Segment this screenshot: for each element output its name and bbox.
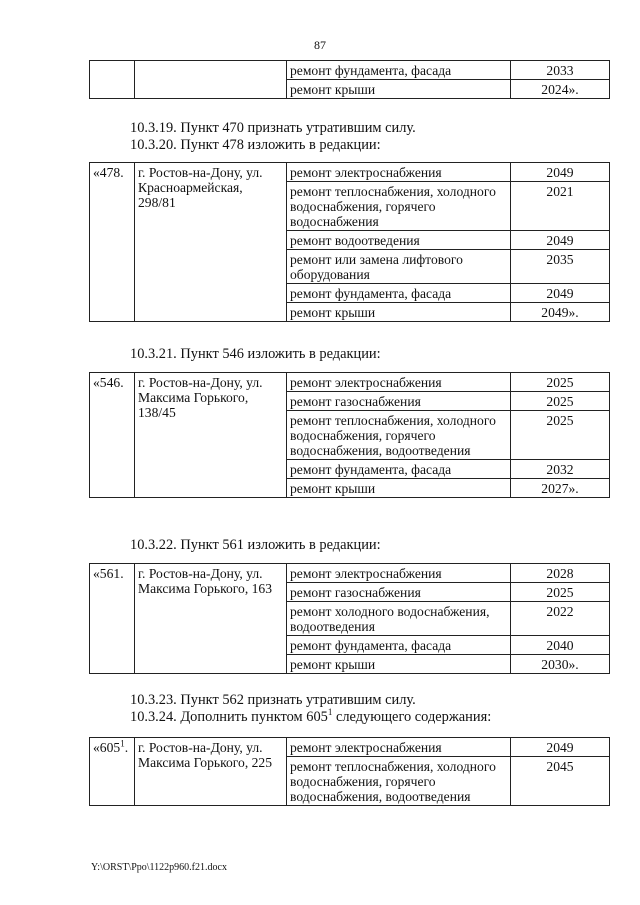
- table-item-605-1: [89, 737, 610, 806]
- item-number-cell: [90, 61, 135, 99]
- year-cell: 2025: [511, 411, 610, 460]
- work-cell: ремонт крыши: [287, 655, 511, 674]
- year-cell: 2032: [511, 460, 610, 479]
- year-cell: 2025: [511, 583, 610, 602]
- table-row: [90, 373, 610, 392]
- year-cell: 2027».: [511, 479, 610, 498]
- paragraph-10-3-19: 10.3.19. Пункт 470 признать утратившим силу.: [130, 120, 416, 136]
- work-cell: ремонт крыши: [287, 479, 511, 498]
- work-cell: ремонт холодного водоснабжения, водоотведения: [287, 602, 511, 636]
- superscript: 1: [327, 707, 333, 718]
- footer-file-path: Y:\ORST\Ppo\1122p960.f21.docx: [91, 862, 227, 873]
- work-cell: ремонт газоснабжения: [287, 392, 511, 411]
- paragraph-10-3-24-tail: следующего содержания:: [332, 709, 492, 725]
- paragraph-10-3-24: [130, 709, 491, 725]
- work-cell: ремонт фундамента, фасада: [287, 636, 511, 655]
- year-cell: 2035: [511, 250, 610, 284]
- page-number: 87: [314, 38, 326, 52]
- work-cell: ремонт электроснабжения: [287, 163, 511, 182]
- table-continuation: [89, 60, 610, 99]
- table-row: [90, 61, 610, 80]
- item-number: «561.: [90, 564, 135, 674]
- paragraph-10-3-20: 10.3.20. Пункт 478 изложить в редакции:: [130, 137, 381, 153]
- work-cell: ремонт электроснабжения: [287, 564, 511, 583]
- address-cell: [135, 61, 287, 99]
- item-number: [90, 738, 135, 806]
- paragraph-10-3-21: 10.3.21. Пункт 546 изложить в редакции:: [130, 346, 381, 362]
- year-cell: 2028: [511, 564, 610, 583]
- item-number: «546.: [90, 373, 135, 498]
- work-cell: ремонт или замена лифтового оборудования: [287, 250, 511, 284]
- item-address: г. Ростов-на-Дону, ул. Максима Горького, 225: [135, 738, 287, 806]
- year-cell: 2049: [511, 284, 610, 303]
- year-cell: 2049: [511, 738, 610, 757]
- item-address: г. Ростов-на-Дону, ул. Максима Горького, 163: [135, 564, 287, 674]
- year-cell: 2025: [511, 392, 610, 411]
- work-cell: ремонт теплоснабжения, холодного водоснабжения, горячего водоснабжения: [287, 182, 511, 231]
- item-address: г. Ростов-на-Дону, ул. Максима Горького, 138/45: [135, 373, 287, 498]
- paragraph-10-3-23: 10.3.23. Пункт 562 признать утратившим силу.: [130, 692, 416, 708]
- paragraph-10-3-24-text: 10.3.24. Дополнить пунктом 605: [130, 709, 328, 725]
- work-cell: ремонт электроснабжения: [287, 738, 511, 757]
- table-item-561: [89, 563, 610, 674]
- year-cell: 2040: [511, 636, 610, 655]
- work-cell: ремонт газоснабжения: [287, 583, 511, 602]
- work-cell: ремонт крыши: [287, 80, 511, 99]
- table-item-478: [89, 162, 610, 322]
- work-cell: ремонт фундамента, фасада: [287, 61, 511, 80]
- year-cell: 2049: [511, 163, 610, 182]
- year-cell: 2030».: [511, 655, 610, 674]
- year-cell: 2025: [511, 373, 610, 392]
- item-number: «478.: [90, 163, 135, 322]
- item-number-text: «605: [93, 740, 121, 755]
- year-cell: 2021: [511, 182, 610, 231]
- work-cell: ремонт электроснабжения: [287, 373, 511, 392]
- work-cell: ремонт фундамента, фасада: [287, 460, 511, 479]
- work-cell: ремонт водоотведения: [287, 231, 511, 250]
- work-cell: ремонт фундамента, фасада: [287, 284, 511, 303]
- table-row: [90, 163, 610, 182]
- year-cell: 2049: [511, 231, 610, 250]
- table-row: [90, 564, 610, 583]
- item-number-tail: .: [124, 740, 129, 755]
- work-cell: ремонт теплоснабжения, холодного водоснабжения, горячего водоснабжения, водоотведения: [287, 757, 511, 806]
- year-cell: 2049».: [511, 303, 610, 322]
- table-row: [90, 738, 610, 757]
- paragraph-10-3-22: 10.3.22. Пункт 561 изложить в редакции:: [130, 537, 381, 553]
- item-address: г. Ростов-на-Дону, ул. Красноармейская, 298/81: [135, 163, 287, 322]
- year-cell: 2033: [511, 61, 610, 80]
- work-cell: ремонт крыши: [287, 303, 511, 322]
- work-cell: ремонт теплоснабжения, холодного водоснабжения, горячего водоснабжения, водоотведения: [287, 411, 511, 460]
- table-item-546: [89, 372, 610, 498]
- superscript: 1: [120, 738, 125, 749]
- year-cell: 2045: [511, 757, 610, 806]
- year-cell: 2022: [511, 602, 610, 636]
- year-cell: 2024».: [511, 80, 610, 99]
